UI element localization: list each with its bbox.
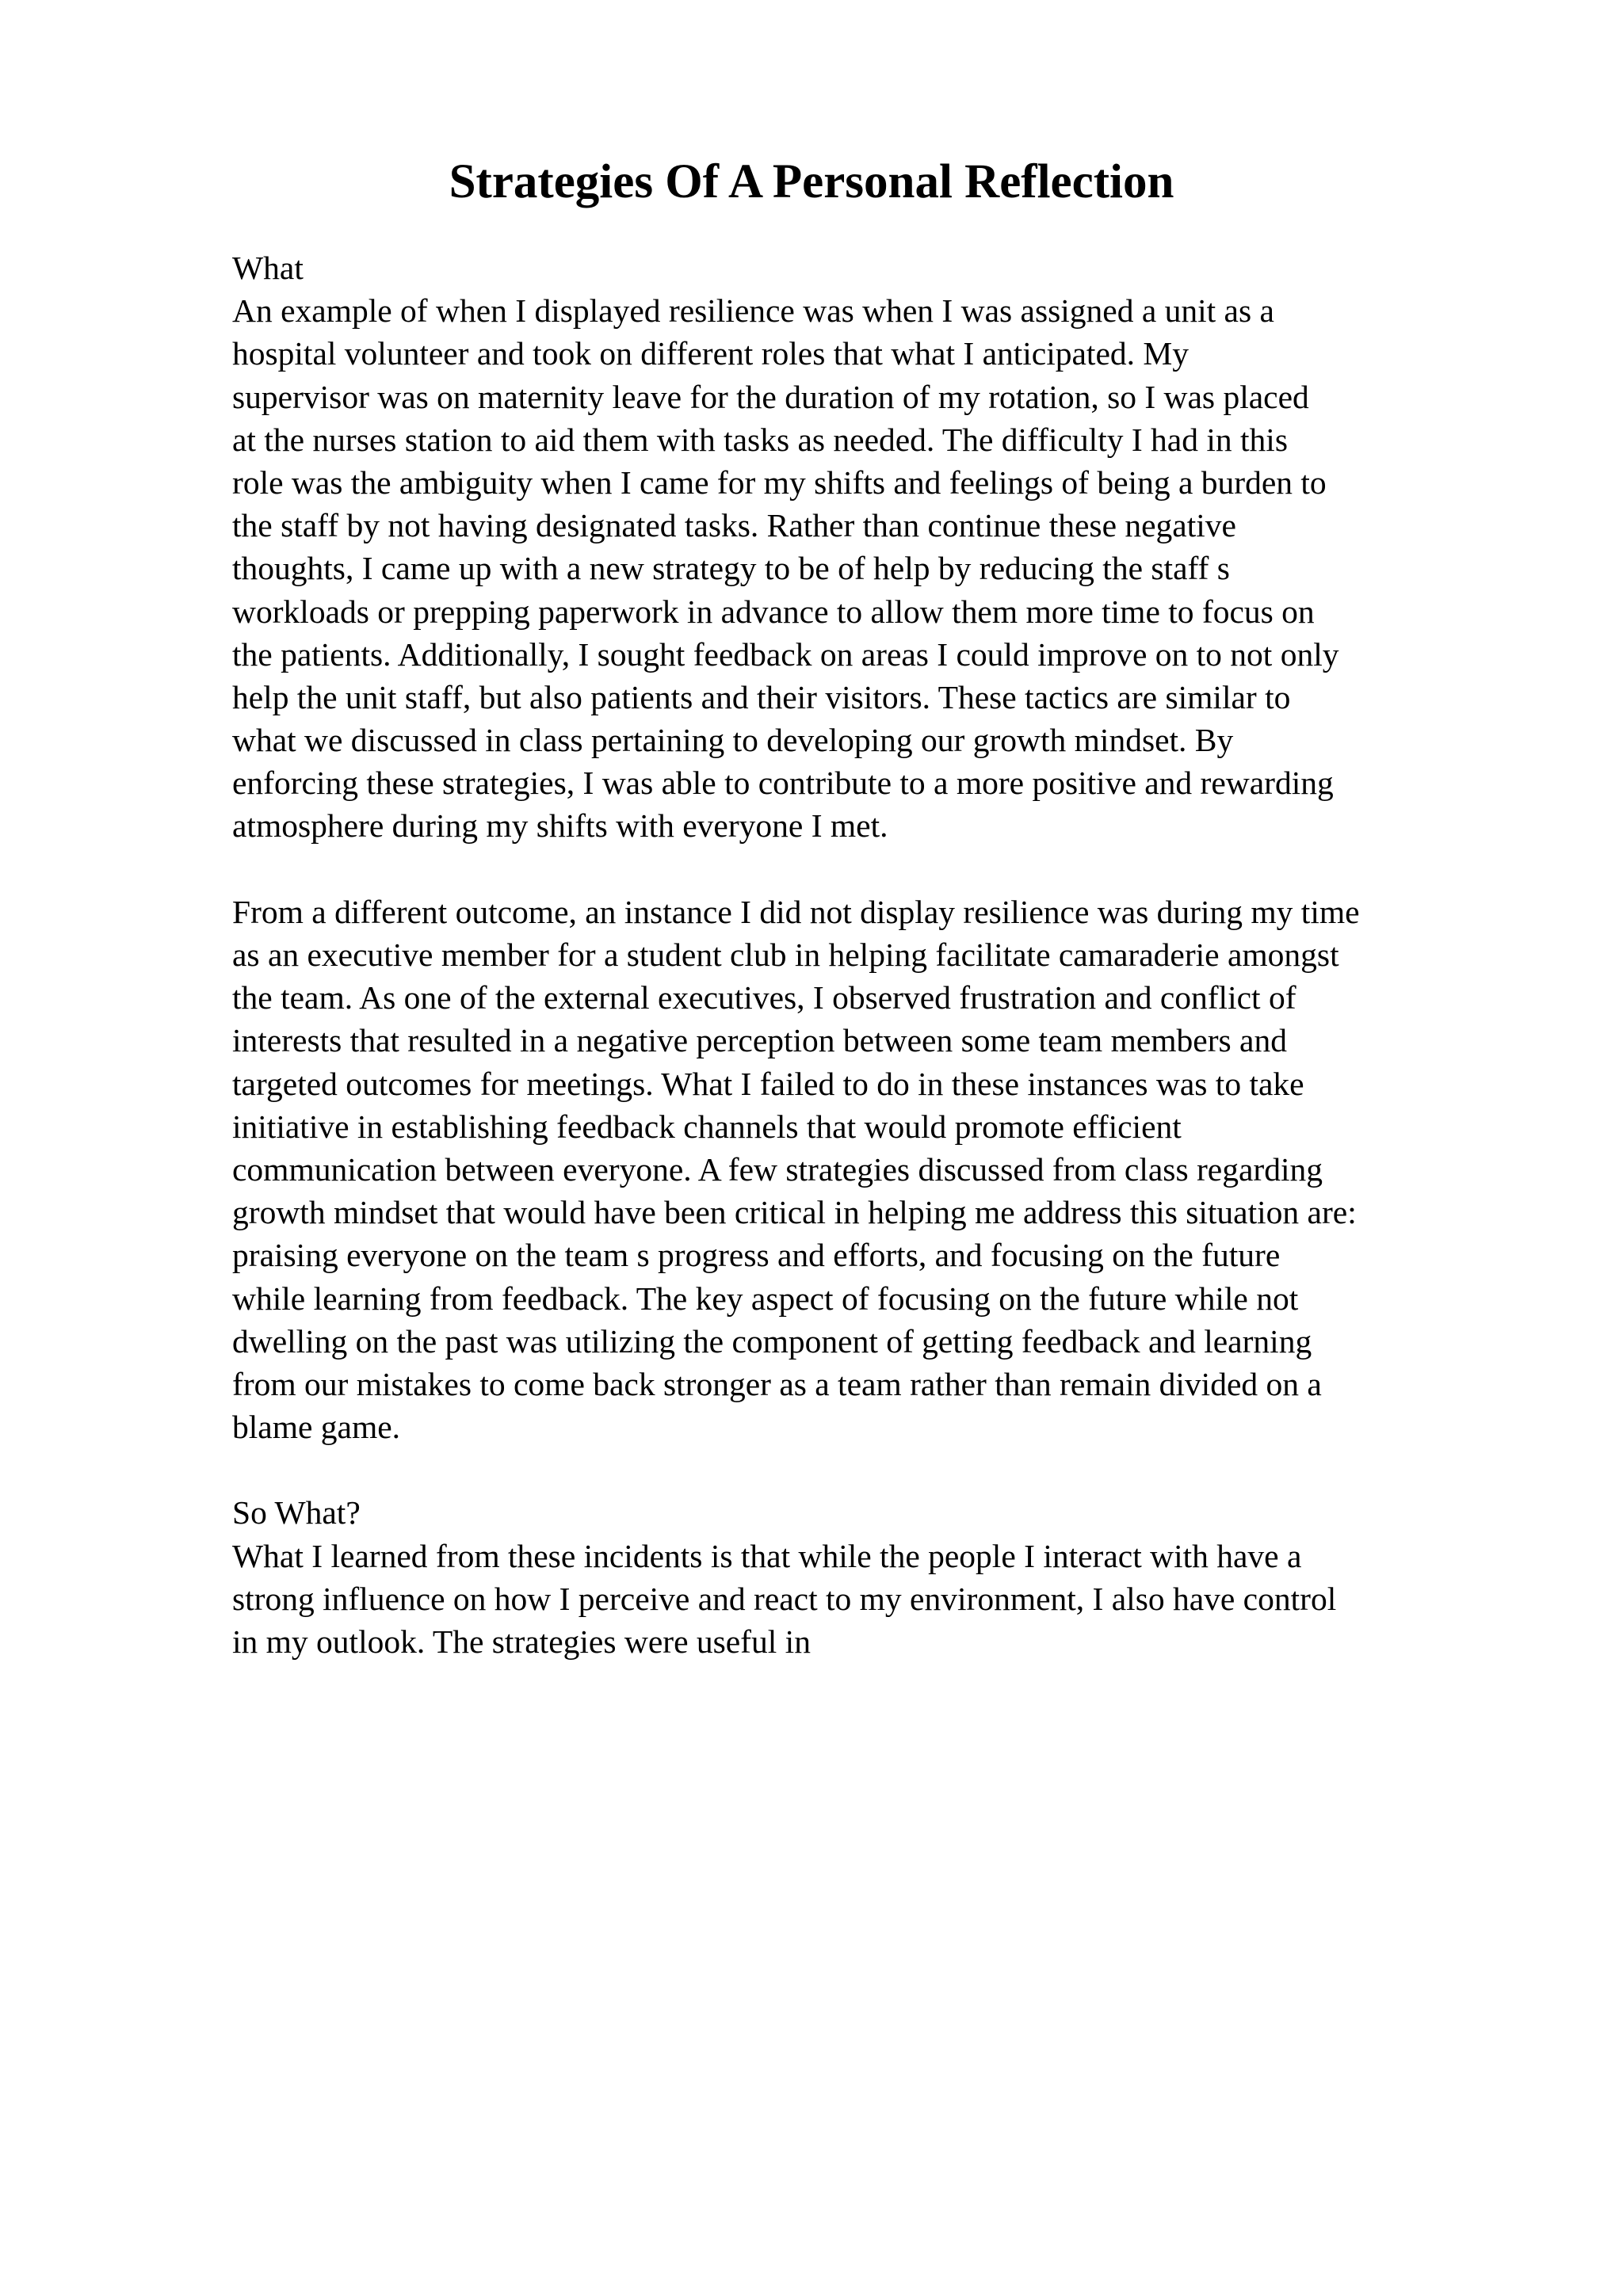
text-line: targeted outcomes for meetings. What I failed to do in these instances was to take [232,1065,1304,1102]
paragraph-spacer [232,848,1516,891]
text-line: communication between everyone. A few strategies discussed from class regarding [232,1150,1323,1188]
page-title: Strategies Of A Personal Reflection [449,155,1174,208]
text-line: the staff by not having designated tasks. Rather than continue these negative [232,507,1236,544]
text-line: from our mistakes to come back stronger as a team rather than remain divided on a [232,1365,1322,1402]
text-line: at the nurses station to aid them with tasks as needed. The difficulty I had in this [232,421,1288,458]
document-body [232,246,1516,1663]
text-line: growth mindset that would have been critical in helping me address this situation are: [232,1194,1357,1231]
paragraph-what-1 [232,289,1516,847]
paragraph-spacer [232,1448,1516,1491]
text-line: supervisor was on maternity leave for the duration of my rotation, so I was placed [232,378,1309,415]
text-line: interests that resulted in a negative perception between some team members and [232,1022,1287,1059]
text-line: thoughts, I came up with a new strategy to be of help by reducing the staff s [232,550,1230,587]
text-line: initiative in establishing feedback channels that would promote efficient [232,1108,1182,1145]
text-line: From a different outcome, an instance I did not display resilience was during my time [232,893,1360,930]
text-line: blame game. [232,1409,401,1446]
section-heading-so-what: So What? [232,1494,361,1531]
text-line: enforcing these strategies, I was able to contribute to a more positive and rewarding [232,765,1334,802]
text-line: What I learned from these incidents is that while the people I interact with have a [232,1537,1302,1574]
paragraph-so-what-1 [232,1535,1516,1664]
text-line: An example of when I displayed resilience was when I was assigned a unit as a [232,292,1274,330]
text-line: dwelling on the past was utilizing the component of getting feedback and learning [232,1322,1312,1360]
text-line: help the unit staff, but also patients and their visitors. These tactics are similar to [232,678,1291,715]
text-line: praising everyone on the team s progress and efforts, and focusing on the future [232,1237,1281,1274]
text-line: workloads or prepping paperwork in advance to allow them more time to focus on [232,593,1315,630]
text-line: role was the ambiguity when I came for my shifts and feelings of being a burden to [232,463,1327,501]
text-line: the team. As one of the external executives, I observed frustration and conflict of [232,979,1296,1016]
text-line: atmosphere during my shifts with everyone I met. [232,807,888,845]
text-line: strong influence on how I perceive and react to my environment, I also have control [232,1580,1337,1617]
text-line: hospital volunteer and took on different roles that what I anticipated. My [232,335,1190,372]
text-line: the patients. Additionally, I sought feedback on areas I could improve on to not only [232,635,1339,673]
text-line: what we discussed in class pertaining to developing our growth mindset. By [232,722,1234,759]
paragraph-what-2 [232,891,1516,1448]
text-line: in my outlook. The strategies were useful in [232,1623,811,1660]
text-line: as an executive member for a student club in helping facilitate camaraderie amongst [232,936,1339,973]
section-heading-what: What [232,250,304,286]
text-line: while learning from feedback. The key aspect of focusing on the future while not [232,1280,1299,1317]
